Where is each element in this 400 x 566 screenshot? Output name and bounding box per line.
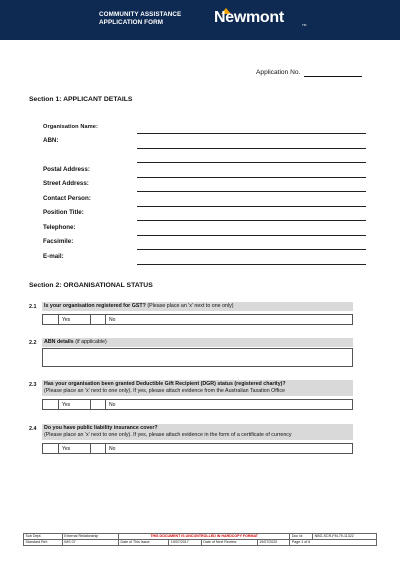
form-title-line2: APPLICATION FORM bbox=[99, 19, 164, 26]
standard-ref-value: IMS 07 bbox=[62, 540, 118, 546]
question-2-4-yes-checkbox[interactable] bbox=[43, 444, 59, 453]
question-2-3-text: Has your organisation been granted Deductible Gift Recipient (DGR) status (registered charity)? bbox=[44, 381, 286, 387]
section1-title: Section 1: APPLICANT DETAILS bbox=[29, 96, 133, 103]
street-address-field[interactable] bbox=[137, 191, 366, 192]
question-2-3-yes-checkbox[interactable] bbox=[43, 400, 59, 409]
question-2-3-no-checkbox[interactable] bbox=[91, 400, 106, 409]
question-2-3-band bbox=[42, 380, 353, 396]
question-2-4-number: 2.4 bbox=[29, 426, 37, 432]
standard-ref-label: Standard Ref: bbox=[24, 540, 63, 546]
trademark-mark: TM bbox=[302, 23, 307, 27]
review-date-label: Date of Next Review: bbox=[201, 540, 257, 546]
facsimile-field[interactable] bbox=[137, 249, 366, 250]
question-2-1-no-label: No bbox=[109, 317, 116, 323]
question-2-2-band bbox=[42, 338, 353, 347]
question-2-4-band bbox=[42, 424, 353, 440]
question-2-3-yes-label: Yes bbox=[59, 400, 91, 409]
organisation-name-label: Organisation Name: bbox=[43, 124, 98, 130]
telephone-field[interactable] bbox=[137, 235, 366, 236]
doc-id-value: NBG-SCR-FM-79-11322 bbox=[313, 534, 377, 540]
sub-dept-value: External Relationship bbox=[62, 534, 118, 540]
question-2-4-no-checkbox[interactable] bbox=[91, 444, 106, 453]
postal-address-field[interactable] bbox=[137, 177, 366, 178]
abn-details-input[interactable] bbox=[42, 348, 353, 367]
form-title-line1: COMMUNITY ASSISTANCE bbox=[99, 11, 182, 18]
abn-field[interactable] bbox=[137, 148, 366, 149]
form-title bbox=[99, 11, 181, 27]
issue-date-label: Date of This Issue: bbox=[119, 540, 169, 546]
question-2-3-number: 2.3 bbox=[29, 382, 37, 388]
email-label: E-mail: bbox=[43, 253, 64, 260]
question-2-3-options bbox=[42, 399, 353, 410]
question-2-1-yes-checkbox[interactable] bbox=[43, 315, 59, 324]
question-2-1-no-checkbox[interactable] bbox=[91, 315, 106, 324]
application-no-field[interactable] bbox=[304, 76, 362, 77]
question-2-1-band bbox=[42, 302, 353, 311]
question-2-4-no-label: No bbox=[109, 446, 116, 452]
document-control-footer bbox=[23, 533, 377, 546]
question-2-2-note: (if applicable) bbox=[75, 339, 107, 345]
question-2-4-options bbox=[42, 443, 353, 454]
section2-title: Section 2: ORGANISATIONAL STATUS bbox=[29, 282, 153, 289]
organisation-name-field[interactable] bbox=[137, 133, 366, 134]
question-2-2-text: ABN details bbox=[44, 339, 74, 345]
page-header bbox=[0, 0, 400, 40]
facsimile-label: Facsimile: bbox=[43, 238, 74, 245]
street-address-label: Street Address: bbox=[43, 180, 89, 187]
question-2-3-no-label: No bbox=[109, 402, 116, 408]
postal-address-label: Postal Address: bbox=[43, 166, 90, 173]
uncontrolled-warning: THIS DOCUMENT IS UNCONTROLLED IN HARDCOPY FORMAT bbox=[119, 534, 290, 540]
question-2-1-options bbox=[42, 314, 353, 325]
abn-label: ABN: bbox=[43, 137, 59, 144]
question-2-1-yes-label: Yes bbox=[59, 315, 91, 324]
newmont-logo: Newmont bbox=[214, 9, 284, 26]
question-2-3-note: (Please place an 'x' next to one only). If yes, please attach evidence from the Australian Taxation Office bbox=[44, 388, 285, 394]
abn-extra-line[interactable] bbox=[137, 162, 366, 163]
question-2-1-number: 2.1 bbox=[29, 304, 37, 310]
question-2-1-text: Is your organisation registered for GST? bbox=[44, 303, 146, 309]
position-title-field[interactable] bbox=[137, 220, 366, 221]
question-2-4-yes-label: Yes bbox=[59, 444, 91, 453]
question-2-2-number: 2.2 bbox=[29, 340, 37, 346]
issue-date-value: 19/07/2017 bbox=[169, 540, 202, 546]
position-title-label: Position Title: bbox=[43, 209, 84, 216]
telephone-label: Telephone: bbox=[43, 224, 76, 231]
question-2-4-text: Do you have public liability insurance cover? bbox=[44, 425, 158, 431]
sub-dept-label: Sub Dept. bbox=[24, 534, 63, 540]
application-no-label: Application No. bbox=[256, 69, 301, 76]
question-2-4-note: (Please place an 'x' next to one only). If yes, please attach evidence in the form of a certificate of currency bbox=[44, 432, 292, 438]
contact-person-label: Contact Person: bbox=[43, 195, 91, 202]
email-field[interactable] bbox=[137, 264, 366, 265]
contact-person-field[interactable] bbox=[137, 206, 366, 207]
question-2-1-note: (Please place an 'x' next to one only) bbox=[147, 303, 234, 309]
page-number: Page 1 of 6 bbox=[290, 540, 377, 546]
doc-id-label: Doc Id: bbox=[290, 534, 313, 540]
review-date-value: 19/07/2020 bbox=[257, 540, 290, 546]
